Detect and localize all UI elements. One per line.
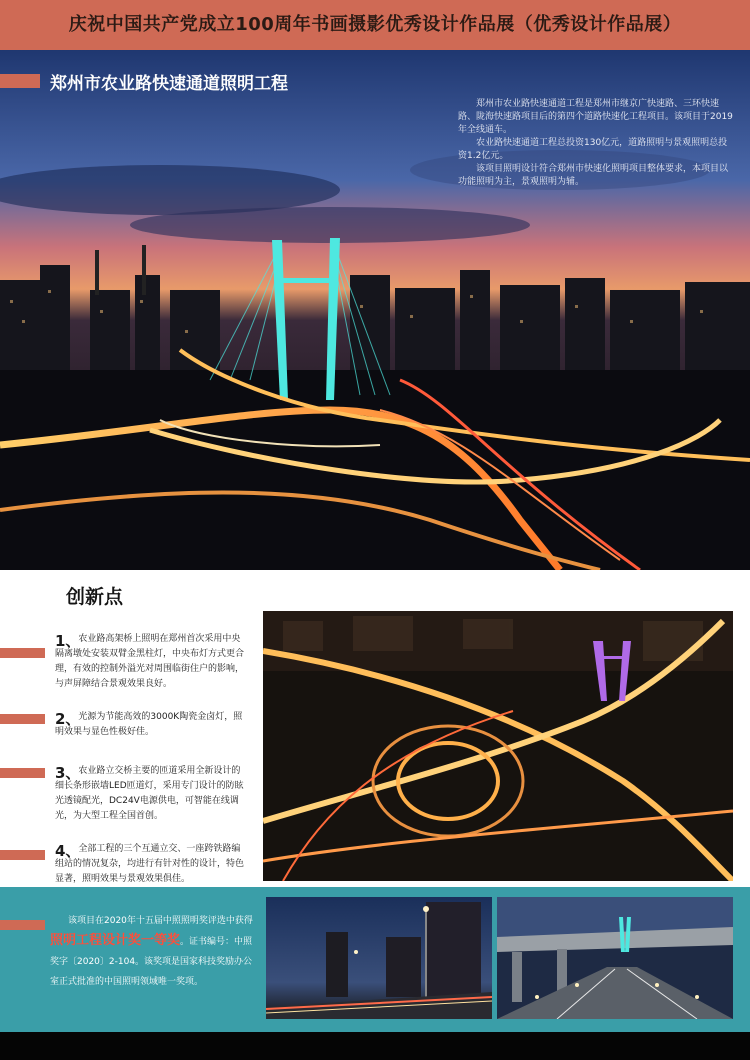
point-text: 全部工程的三个互通立交、一座跨铁路编组站的情况复杂，均进行有针对性的设计，特色显著，照明效果与景观效果俱佳。 bbox=[55, 844, 245, 884]
award-description bbox=[50, 911, 260, 992]
project-heading bbox=[0, 68, 288, 94]
accent-bar bbox=[0, 648, 45, 658]
street-lamp-image bbox=[266, 897, 492, 1019]
footer-bar bbox=[0, 1032, 750, 1060]
award-section bbox=[0, 887, 750, 1032]
point-number: 3、 bbox=[55, 764, 81, 782]
aerial-interchange-image bbox=[263, 611, 733, 881]
accent-bar bbox=[0, 850, 45, 860]
accent-bar bbox=[0, 768, 45, 778]
underpass-image bbox=[497, 897, 733, 1019]
point-number: 1、 bbox=[55, 632, 81, 650]
project-title: 郑州市农业路快速通道照明工程 bbox=[50, 73, 288, 94]
point-number: 4、 bbox=[55, 842, 81, 860]
underpass-photo bbox=[497, 897, 733, 1019]
point-text: 农业路高架桥上照明在郑州首次采用中央隔离墩处安装双臂金黑柱灯，中央布灯方式更合理，有效的控制外溢光对周围临街住户的影响，与声屏障结合景观效果良好。 bbox=[55, 634, 245, 689]
point-number: 2、 bbox=[55, 710, 81, 728]
point-text: 光源为节能高效的3000K陶瓷金卤灯，照明效果与显色性极好佳。 bbox=[55, 712, 243, 737]
description-paragraph: 郑州市农业路快速通道工程是郑州市继京广快速路、三环快速路、陇海快速路项目后的第四个道路快速化工程项目。该项目于2019年全线通车。 bbox=[458, 99, 733, 135]
banner-title: 庆祝中国共产党成立100周年书画摄影优秀设计作品展（优秀设计作品展） bbox=[0, 0, 750, 50]
award-highlight: 照明工程设计奖一等奖 bbox=[50, 933, 181, 948]
interchange-photo bbox=[263, 611, 733, 881]
hero-photo bbox=[0, 50, 750, 570]
point-text: 农业路立交桥主要的匝道采用全新设计的细长条形嵌墙LED匝道灯，采用专门设计的防眩光透镜配光，DC24V电源供电，可智能在线调光，为大型工程全国首创。 bbox=[55, 766, 244, 821]
project-description bbox=[458, 98, 736, 189]
award-line-2: 。证书编号：中照奖字〔2020〕2-104。该奖项是国家科技奖励办公室正式批准的中国照明领域唯一奖项。 bbox=[50, 937, 253, 987]
accent-bar bbox=[0, 74, 40, 88]
description-paragraph: 该项目照明设计符合郑州市快速化照明项目整体要求，本项目以功能照明为主，景观照明为辅。 bbox=[458, 164, 729, 187]
description-paragraph: 农业路快速通道工程总投资130亿元，道路照明与景观照明总投资1.2亿元。 bbox=[458, 138, 728, 161]
innovation-title: 创新点 bbox=[66, 586, 124, 608]
award-line-1: 该项目在2020年十五届中照照明奖评选中获得 bbox=[68, 916, 253, 926]
accent-bar bbox=[0, 714, 45, 724]
street-photo bbox=[266, 897, 492, 1019]
accent-bar bbox=[0, 920, 45, 930]
